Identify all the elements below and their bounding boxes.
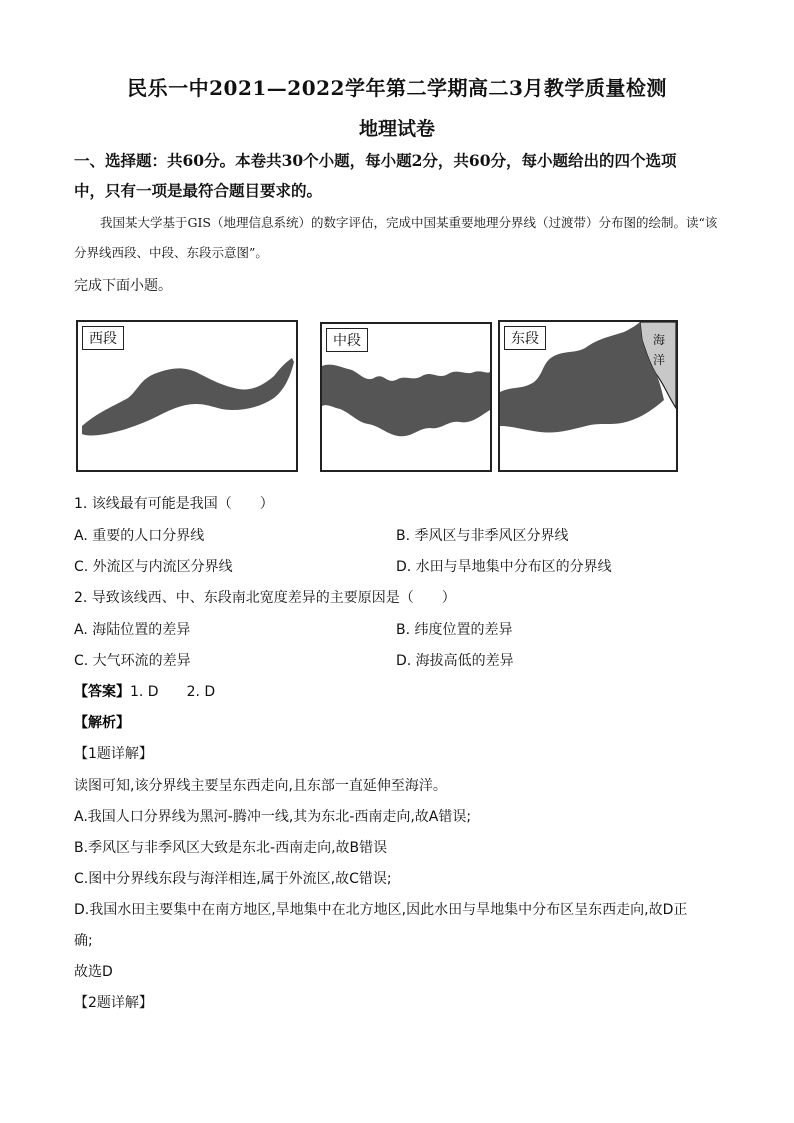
map-east <box>498 320 678 472</box>
answer-line <box>74 682 215 702</box>
section-heading-line-1: 一、选择题：共60分。本卷共30个小题，每小题2分，共60分，每小题给出的四个选项 <box>74 151 677 170</box>
section-heading-line-2: 中，只有一项是最符合题目要求的。 <box>74 181 323 200</box>
question-1-option-c: C. 外流区与内流区分界线 <box>74 559 233 575</box>
answer-tag: 【答案】 <box>74 684 130 700</box>
q1-analysis-heading: 【1题详解】 <box>74 746 153 762</box>
q1-analysis-line-7: 故选D <box>74 964 113 980</box>
q1-analysis-line-4: C.图中分界线东段与海洋相连,属于外流区,故C错误; <box>74 871 392 887</box>
map-east-label: 东段 <box>504 326 546 350</box>
sea-label: 海洋 <box>652 333 665 367</box>
map-west <box>76 320 298 472</box>
map-middle <box>320 322 492 472</box>
q1-analysis-line-6: 确; <box>74 933 93 949</box>
q1-analysis-line-2: A.我国人口分界线为黑河-腾冲一线,其为东北-西南走向,故A错误; <box>74 809 472 825</box>
page-subtitle: 地理试卷 <box>358 118 435 140</box>
question-1-option-d: D. 水田与旱地集中分布区的分界线 <box>396 559 612 575</box>
answer-values: 1. D 2. D <box>130 684 216 700</box>
question-2-stem: 2. 导致该线西、中、东段南北宽度差异的主要原因是（ ） <box>74 590 456 606</box>
analysis-tag: 【解析】 <box>74 715 130 731</box>
question-1-option-a: A. 重要的人口分界线 <box>74 528 205 544</box>
page-title: 民乐一中2021—2022学年第二学期高二3月教学质量检测 <box>127 76 667 100</box>
q1-analysis-line-5: D.我国水田主要集中在南方地区,旱地集中在北方地区,因此水田与旱地集中分布区呈东西走向,故D正 <box>74 902 688 918</box>
question-1-stem: 1. 该线最有可能是我国（ ） <box>74 496 274 512</box>
question-1-option-b: B. 季风区与非季风区分界线 <box>396 528 569 544</box>
intro-paragraph: 我国某大学基于GIS（地理信息系统）的数字评估，完成中国某重要地理分界线（过渡带）分布图的绘制。读“该分界线西段、中段、东段示意图”。 <box>74 215 718 260</box>
map-middle-label: 中段 <box>326 328 368 352</box>
q1-analysis-line-1: 读图可知,该分界线主要呈东西走向,且东部一直延伸至海洋。 <box>74 778 447 794</box>
map-west-label: 西段 <box>82 326 124 350</box>
question-2-option-c: C. 大气环流的差异 <box>74 653 191 669</box>
question-2-option-b: B. 纬度位置的差异 <box>396 622 513 638</box>
q1-analysis-line-3: B.季风区与非季风区大致是东北-西南走向,故B错误 <box>74 840 388 856</box>
q2-analysis-heading: 【2题详解】 <box>74 995 153 1011</box>
question-2-option-a: A. 海陆位置的差异 <box>74 622 191 638</box>
question-2-option-d: D. 海拔高低的差异 <box>396 653 514 669</box>
intro-instruction: 完成下面小题。 <box>74 278 172 294</box>
